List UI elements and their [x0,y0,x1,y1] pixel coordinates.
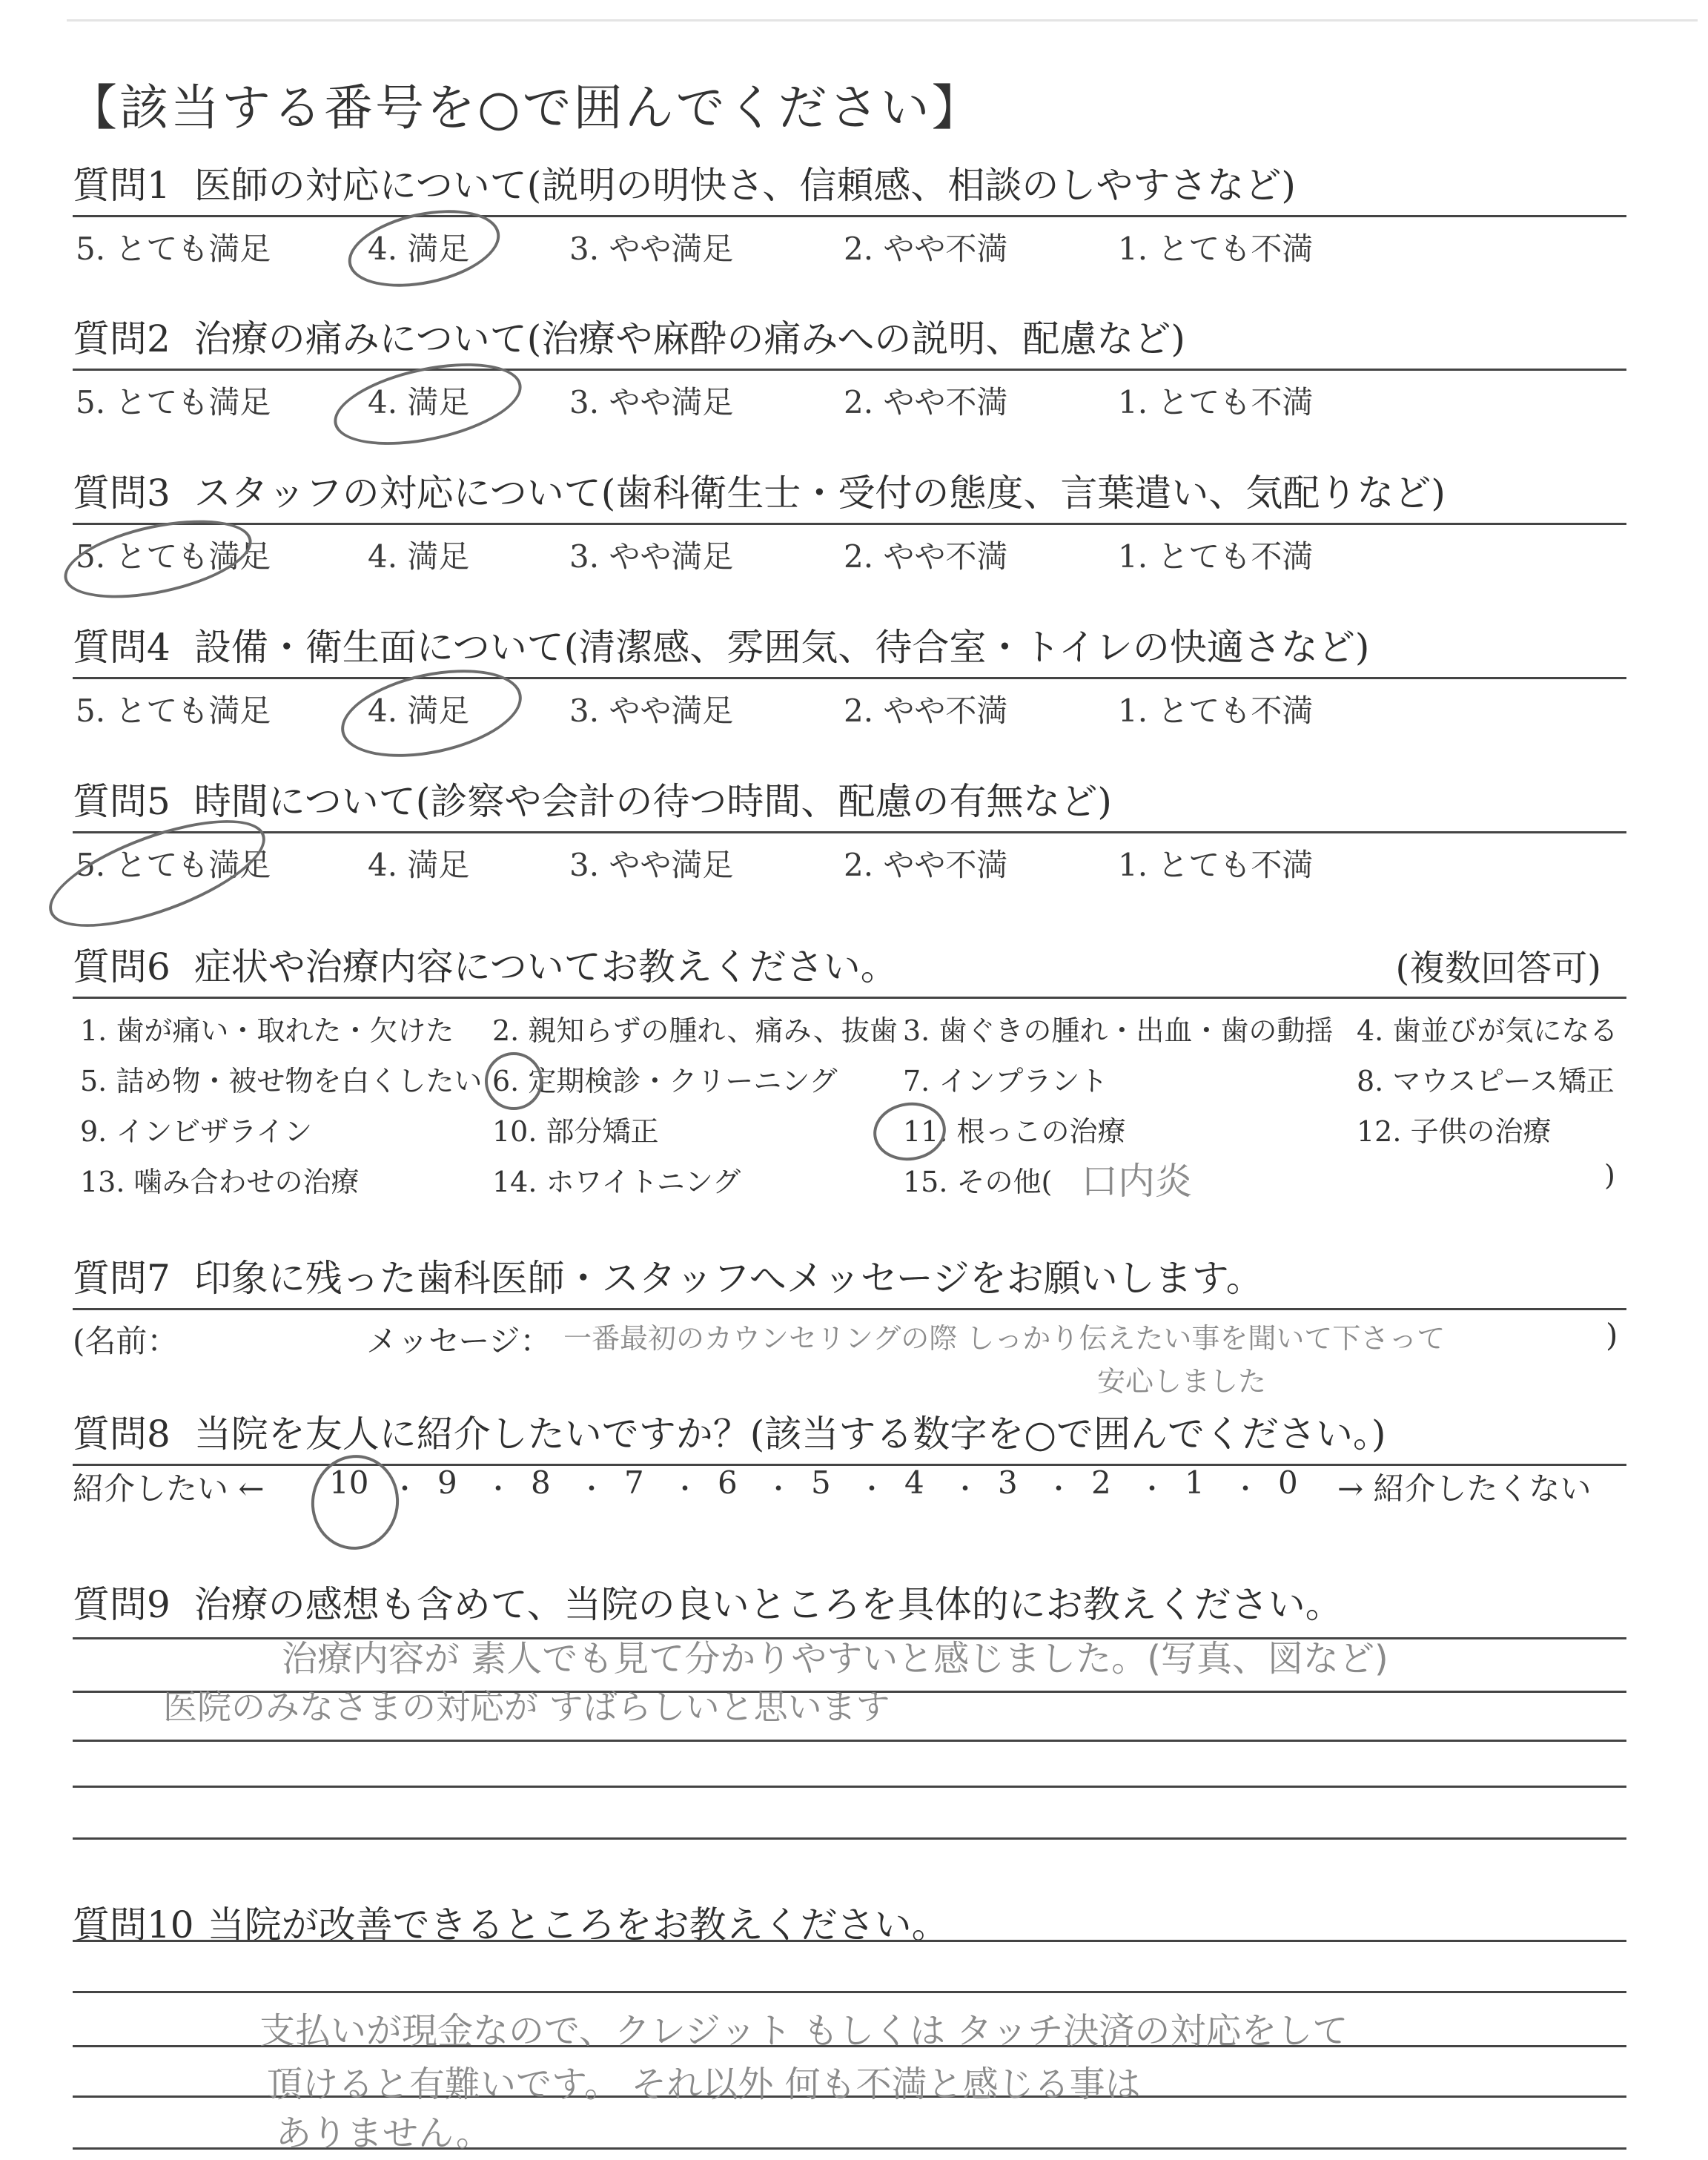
question-5 [73,775,1626,893]
q1-option-3[interactable]: 3. やや満足 [569,231,734,267]
q8-sep-6: ・ [858,1474,886,1505]
q6-option-15[interactable]: 15. その他( [903,1166,1053,1198]
question-6-options [73,999,1626,1206]
q6-other-handwritten: 口内炎 [1081,1160,1192,1203]
q8-scale-3[interactable]: 3 [998,1464,1018,1501]
q8-scale-5[interactable]: 5 [811,1464,831,1501]
question-4-options [73,679,1626,739]
q7-message-handwritten-2: 安心しました [1097,1365,1267,1398]
q9-handwritten-1: 治療内容が 素人でも見て分かりやすいと感じました。(写真、図など) [282,1638,1388,1680]
q5-option-3[interactable]: 3. やや満足 [569,847,734,883]
question-3 [73,466,1626,584]
q8-scale-6[interactable]: 6 [718,1464,738,1501]
q1-option-4[interactable]: 4. 満足 [368,231,470,267]
q6-option-7[interactable]: 7. インプラント [903,1065,1108,1097]
question-3-title: 質問3 スタッフの対応について(歯科衛生士・受付の態度、言葉遣い、気配りなど) [73,472,1446,515]
question-1-options [73,217,1626,277]
question-4 [73,621,1626,739]
q8-scale-1[interactable]: 1 [1185,1464,1205,1501]
question-10-title: 質問10 当院が改善できるところをお教えください。 [73,1903,949,1946]
q7-name-label: (名前： [73,1323,179,1359]
q7-message-handwritten-1: 一番最初のカウンセリングの際 しっかり伝えたい事を聞いて下さって [563,1322,1446,1355]
top-border [67,19,1698,22]
q4-option-5[interactable]: 5. とても満足 [76,693,271,729]
q10-handwritten-2: 頂けると有難いです。 それ以外 何も不満と感じる事は [267,2064,1141,2105]
question-2-header [73,312,1626,371]
q10-handwritten-1: 支払いが現金なので、クレジット もしくは タッチ決済の対応をして [259,2010,1348,2052]
q6-option-6[interactable]: 6. 定期検診・クリーニング [492,1065,838,1097]
question-1-title: 質問1 医師の対応について(説明の明快さ、信頼感、相談のしやすさなど) [73,164,1296,207]
question-3-header [73,466,1626,525]
q9-line-5 [73,1837,1626,1840]
q8-scale-9[interactable]: 9 [437,1464,457,1501]
q8-sep-1: ・ [391,1474,419,1505]
q8-scale-8[interactable]: 8 [531,1464,551,1501]
q8-scale-10[interactable]: 10 [329,1464,369,1501]
q3-option-5[interactable]: 5. とても満足 [76,538,271,575]
q5-option-2[interactable]: 2. やや不満 [844,847,1008,883]
question-3-options [73,525,1626,584]
q9-line-4 [73,1786,1626,1788]
question-5-title: 質問5 時間について(診察や会計の待つ時間、配慮の有無など) [73,780,1112,823]
q10-line-2 [73,1991,1626,1993]
q6-option-2[interactable]: 2. 親知らずの腫れ、痛み、抜歯 [492,1014,898,1047]
q6-option-8[interactable]: 8. マウスピース矯正 [1357,1065,1615,1097]
question-2 [73,312,1626,430]
q8-scale-7[interactable]: 7 [624,1464,644,1501]
q8-scale-2[interactable]: 2 [1091,1464,1111,1501]
q1-option-1[interactable]: 1. とても不満 [1118,231,1314,267]
question-6-header [73,940,1626,999]
q4-option-3[interactable]: 3. やや満足 [569,693,734,729]
q8-sep-9: ・ [1139,1474,1166,1505]
question-5-header [73,775,1626,833]
q8-sep-5: ・ [765,1474,792,1505]
question-8 [73,1407,1626,1466]
q7-close: ) [1606,1317,1618,1353]
q9-handwritten-2: 医院のみなさまの対応が すばらしいと思います [163,1687,890,1727]
q8-right-label: → 紹介したくない [1337,1470,1592,1507]
q6-option-4[interactable]: 4. 歯並びが気になる [1357,1014,1618,1047]
q8-sep-10: ・ [1232,1474,1260,1505]
q6-option-14[interactable]: 14. ホワイトニング [492,1166,741,1198]
q5-option-4[interactable]: 4. 満足 [368,847,470,883]
question-7 [73,1252,1626,1310]
question-2-options [73,371,1626,430]
q6-option-5[interactable]: 5. 詰め物・被せ物を白くしたい [80,1065,483,1097]
question-1 [73,159,1626,277]
q10-handwritten-3: ありません。 [276,2113,491,2154]
q2-option-5[interactable]: 5. とても満足 [76,384,271,420]
question-7-header [73,1252,1626,1310]
question-4-header [73,621,1626,679]
q9-line-3 [73,1740,1626,1742]
q2-option-3[interactable]: 3. やや満足 [569,384,734,420]
q8-sep-8: ・ [1045,1474,1073,1505]
q8-left-label: 紹介したい ← [73,1470,265,1507]
q6-option-10[interactable]: 10. 部分矯正 [492,1115,659,1148]
question-6 [73,940,1626,1206]
q6-option-3[interactable]: 3. 歯ぐきの腫れ・出血・歯の動揺 [903,1014,1334,1047]
q6-other-close: ) [1604,1159,1615,1192]
q5-option-5[interactable]: 5. とても満足 [76,847,271,883]
q2-option-4[interactable]: 4. 満足 [368,384,470,420]
q3-option-4[interactable]: 4. 満足 [368,538,470,575]
q6-option-9[interactable]: 9. インビザライン [80,1115,313,1148]
q1-option-2[interactable]: 2. やや不満 [844,231,1008,267]
q8-scale-4[interactable]: 4 [904,1464,924,1501]
q2-option-1[interactable]: 1. とても不満 [1118,384,1314,420]
q6-option-1[interactable]: 1. 歯が痛い・取れた・欠けた [80,1014,454,1047]
q5-option-1[interactable]: 1. とても不満 [1118,847,1314,883]
page-title: 【該当する番号を○で囲んでください】 [68,79,983,136]
q3-option-3[interactable]: 3. やや満足 [569,538,734,575]
question-2-title: 質問2 治療の痛みについて(治療や麻酔の痛みへの説明、配慮など) [73,317,1185,360]
q6-option-12[interactable]: 12. 子供の治療 [1357,1115,1552,1148]
question-5-options [73,833,1626,893]
q6-option-13[interactable]: 13. 噛み合わせの治療 [80,1166,360,1198]
q8-sep-2: ・ [485,1474,512,1505]
question-8-header [73,1407,1626,1466]
q3-option-2[interactable]: 2. やや不満 [844,538,1008,575]
question-7-title: 質問7 印象に残った歯科医師・スタッフへメッセージをお願いします。 [73,1257,1263,1300]
q8-sep-7: ・ [952,1474,979,1505]
q8-sep-4: ・ [672,1474,699,1505]
q10-line-1 [73,1940,1626,1942]
question-6-note: (複数回答可) [1395,948,1601,989]
q8-sep-3: ・ [578,1474,606,1505]
q2-option-2[interactable]: 2. やや不満 [844,384,1008,420]
question-9-title: 質問9 治療の感想も含めて、当院の良いところを具体的にお教えください。 [73,1583,1343,1626]
q4-option-1[interactable]: 1. とても不満 [1118,693,1314,729]
q4-option-2[interactable]: 2. やや不満 [844,693,1008,729]
q3-option-1[interactable]: 1. とても不満 [1118,538,1314,575]
q6-option-11[interactable]: 11. 根っこの治療 [903,1115,1126,1148]
q4-option-4[interactable]: 4. 満足 [368,693,470,729]
q8-scale-0[interactable]: 0 [1278,1464,1298,1501]
question-1-header [73,159,1626,217]
question-6-title: 質問6 症状や治療内容についてお教えください。 [73,945,898,988]
q1-option-5[interactable]: 5. とても満足 [76,231,271,267]
question-4-title: 質問4 設備・衛生面について(清潔感、雰囲気、待合室・トイレの快適さなど) [73,626,1370,669]
q7-message-label: メッセージ： [366,1323,552,1359]
question-8-title: 質問8 当院を友人に紹介したいですか？(該当する数字を○で囲んでください。) [73,1413,1386,1456]
